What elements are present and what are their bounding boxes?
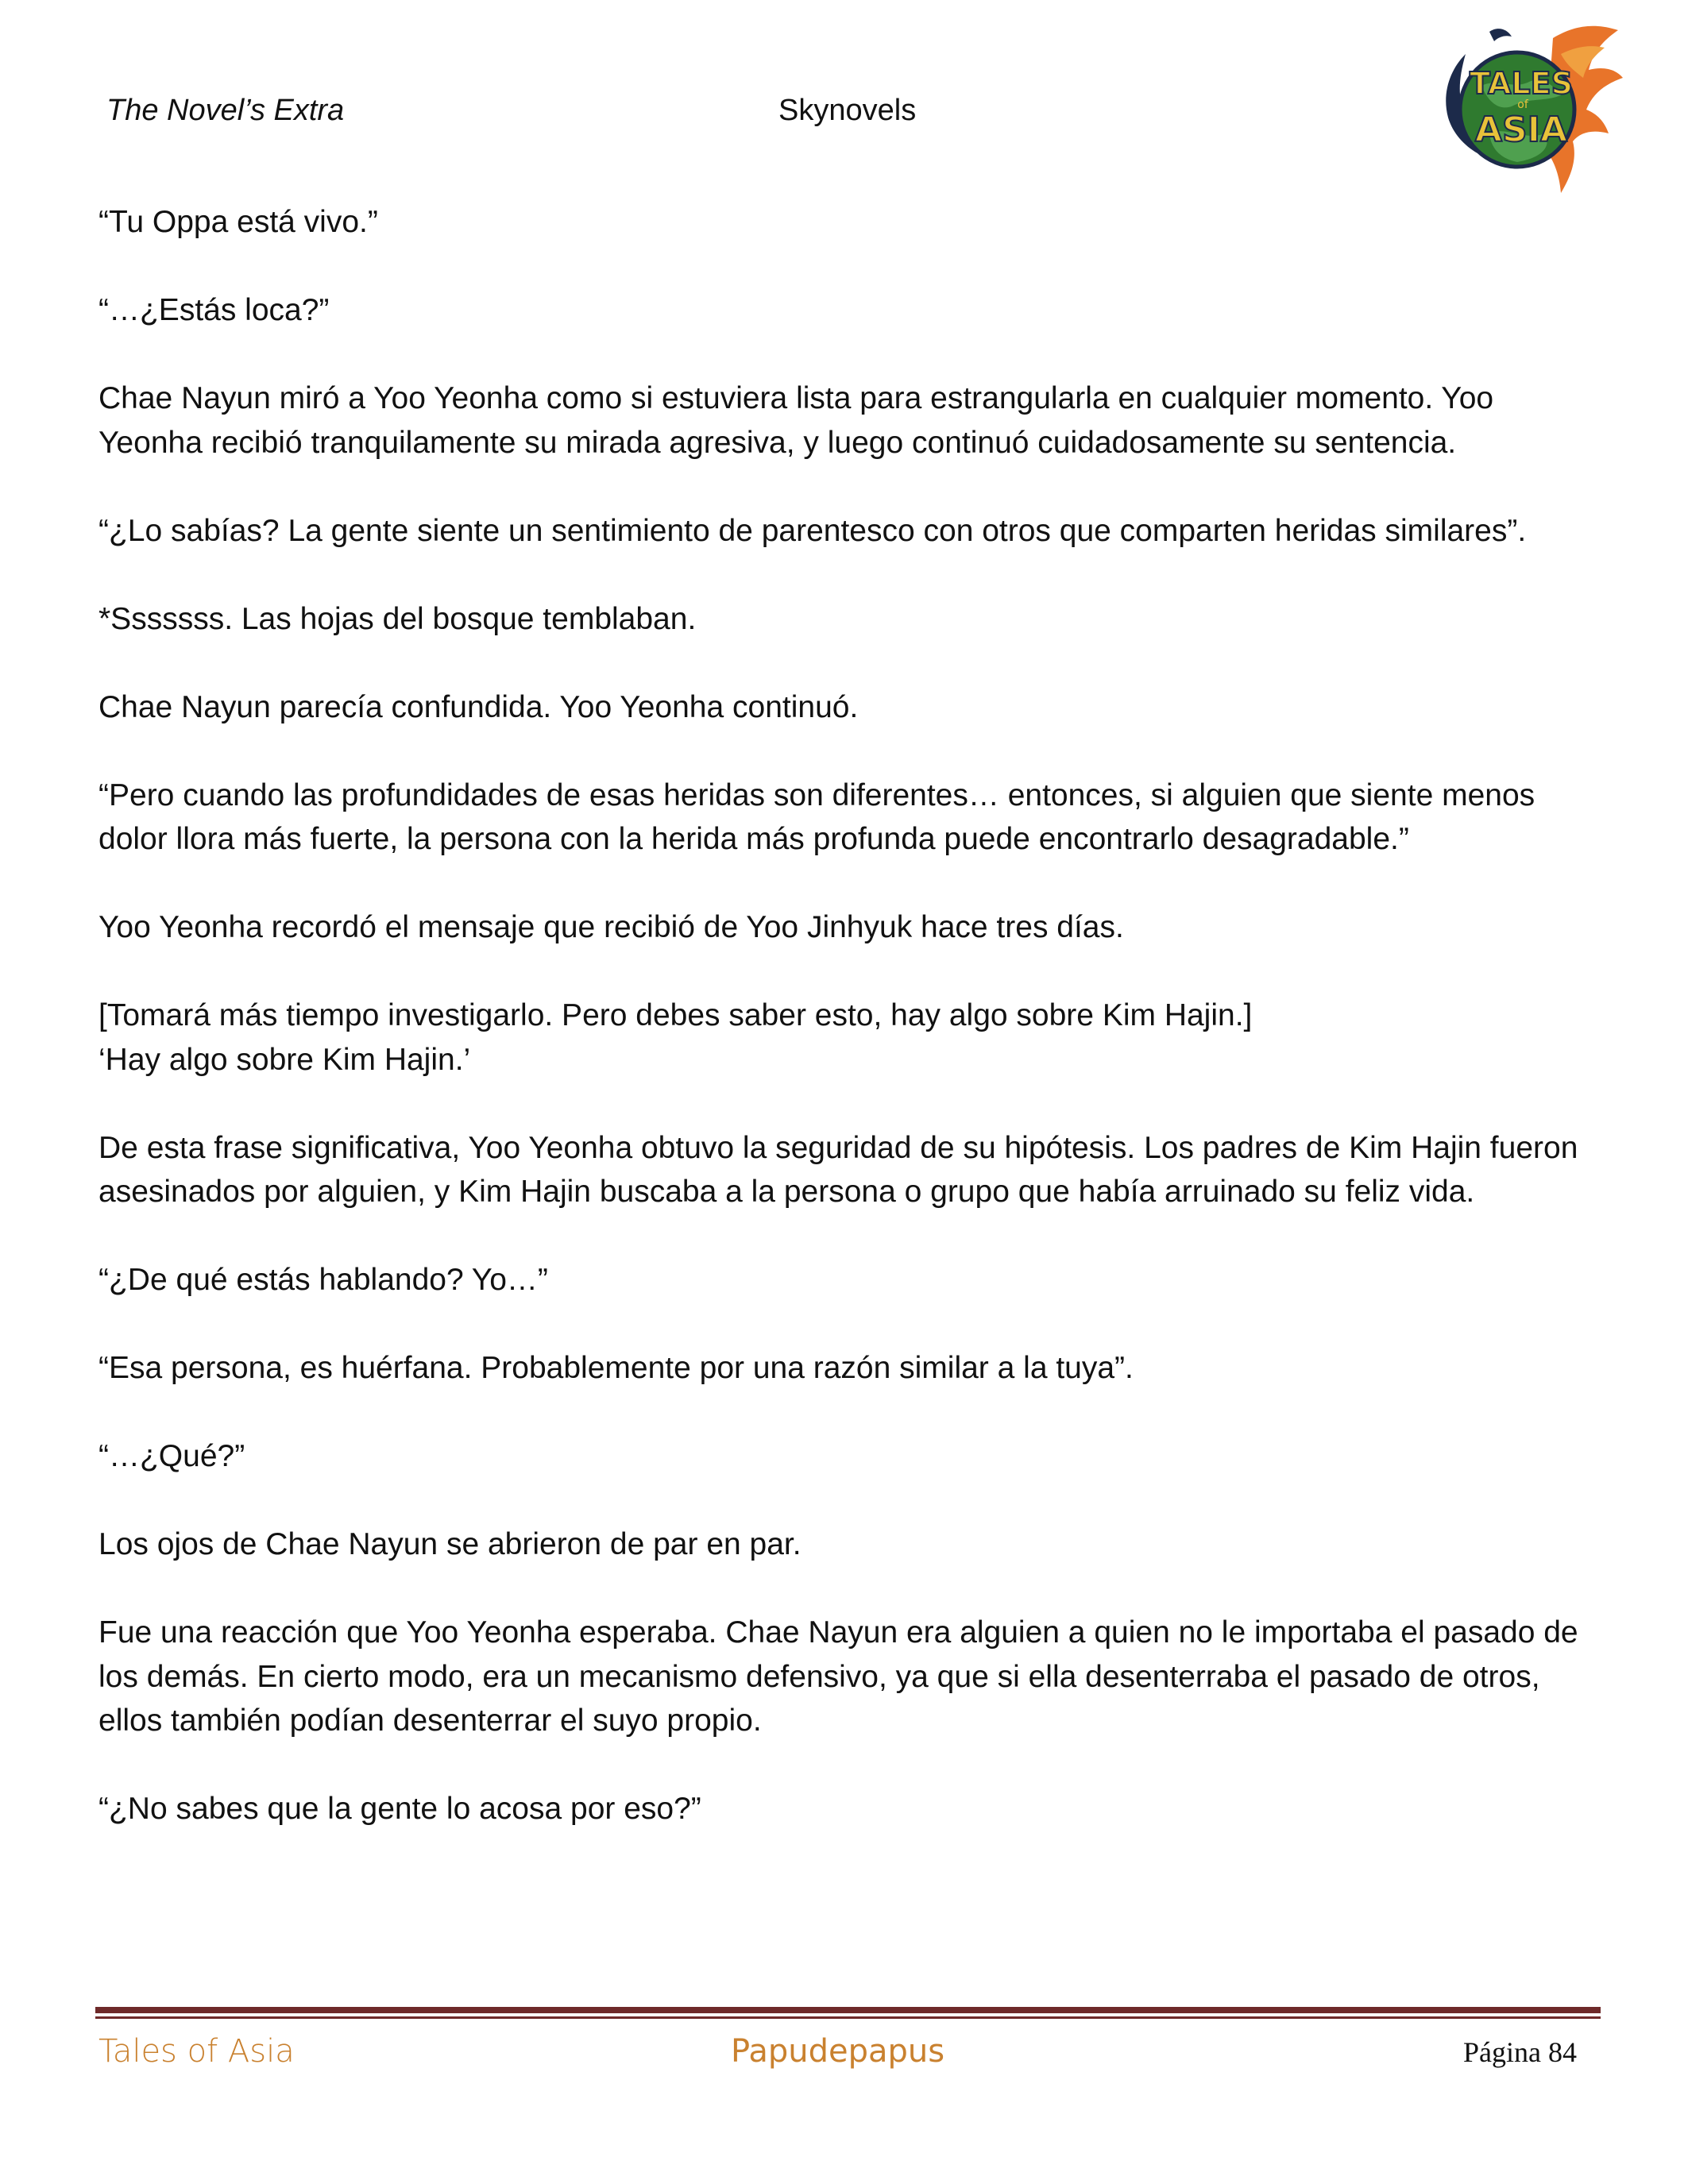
paragraph: Fue una reacción que Yoo Yeonha esperaba. Chae Nayun era alguien a quien no le importaba el pasado de los demás. En cierto modo, era un mecanismo defensivo, ya que si ella desenterraba el pasado de otros, ellos también podían desenterrar el suyo propio. (98, 1615, 1578, 1738)
novel-title: The Novel’s Extra (106, 94, 345, 127)
paragraph: “Esa persona, es huérfana. Probablemente por una razón similar a la tuya”. (98, 1351, 1134, 1385)
paragraph: “¿Lo sabías? La gente siente un sentimiento de parentesco con otros que comparten heridas similares”. (98, 513, 1527, 548)
footer-translator: Papudepapus (731, 2033, 945, 2070)
paragraph: “…¿Qué?” (98, 1439, 245, 1473)
paragraph: “¿De qué estás hablando? Yo…” (98, 1263, 548, 1297)
paragraph: Chae Nayun miró a Yoo Yeonha como si estuviera lista para estrangularla en cualquier momento. Yoo Yeonha recibió tranquilamente su mirada agresiva, y luego continuó cuidadosamente su sentencia. (98, 381, 1494, 460)
logo-text-of: of (1517, 98, 1528, 111)
dragon-horn-icon (1489, 29, 1512, 41)
footer-left-text: Tales of Asia (98, 2033, 295, 2070)
paragraph: “…¿Estás loca?” (98, 293, 330, 327)
paragraph: Los ojos de Chae Nayun se abrieron de par en par. (98, 1527, 802, 1561)
page-number: Página 84 (1463, 2036, 1577, 2068)
paragraph: De esta frase significativa, Yoo Yeonha obtuvo la seguridad de su hipótesis. Los padres de Kim Hajin fueron asesinados por alguien, y Kim Hajin buscaba a la persona o grupo que había arruinado su feliz vida. (98, 1130, 1578, 1209)
paragraph: Chae Nayun parecía confundida. Yoo Yeonha continuó. (98, 689, 859, 724)
paragraph: “Tu Oppa está vivo.” (98, 205, 378, 239)
footer-rule-thin (95, 2016, 1601, 2019)
chapter-body (98, 200, 1600, 1875)
paragraph: “¿No sabes que la gente lo acosa por eso?” (98, 1792, 701, 1826)
site-name: Skynovels (778, 94, 917, 127)
footer-rule-thick (95, 2007, 1601, 2013)
logo-text-tales: TALES (1470, 66, 1573, 101)
logo-text-asia: ASIA (1474, 110, 1568, 150)
paragraph: Yoo Yeonha recordó el mensaje que recibió de Yoo Jinhyuk hace tres días. (98, 910, 1124, 944)
paragraph: [Tomará más tiempo investigarlo. Pero debes saber esto, hay algo sobre Kim Hajin.] (98, 998, 1253, 1032)
paragraph: ‘Hay algo sobre Kim Hajin.’ (98, 1042, 471, 1077)
paragraph: *Sssssss. Las hojas del bosque temblaban. (98, 601, 697, 636)
paragraph: “Pero cuando las profundidades de esas heridas son diferentes… entonces, si alguien que siente menos dolor llora más fuerte, la persona con la herida más profunda puede encontrarlo desagradable.” (98, 778, 1535, 856)
logo-graphic (1434, 22, 1624, 201)
tales-of-asia-logo (1434, 22, 1624, 201)
